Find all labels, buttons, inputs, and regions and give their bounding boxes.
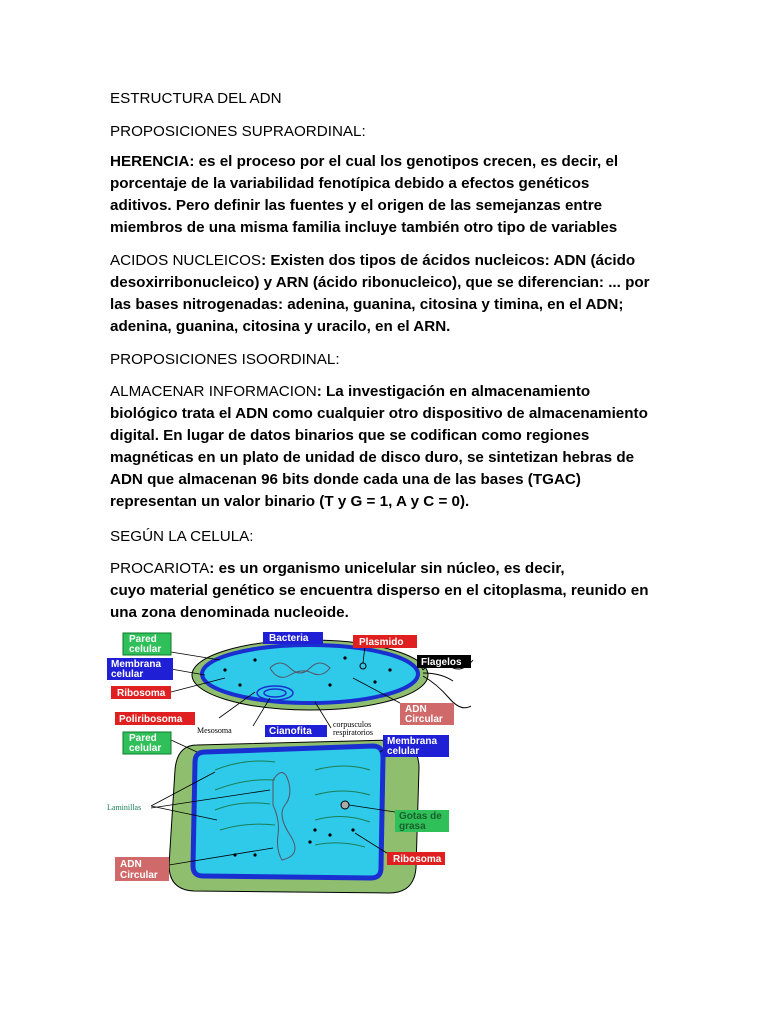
svg-text:celular: celular [129,743,162,754]
svg-text:celular: celular [129,644,162,655]
label-adn-circular-1 [400,703,454,725]
label-mesosoma: Mesosoma [197,726,232,735]
svg-text:Membrana: Membrana [387,736,438,747]
label-gotas-de-grasa [395,810,449,832]
label-corpusculos: corpusculos [333,720,372,729]
label-membrana-celular-2 [383,735,449,757]
svg-text:Plasmido: Plasmido [359,637,404,648]
label-poliribosoma [115,712,195,725]
label-plasmido [353,635,417,648]
svg-text:Circular: Circular [120,870,158,881]
svg-text:Cianofita: Cianofita [269,726,312,737]
herencia-term: HERENCIA: [110,153,195,170]
svg-text:respiratorios: respiratorios [333,728,373,737]
svg-text:Gotas de: Gotas de [399,811,442,822]
label-laminillas: Laminillas [107,803,142,812]
svg-text:Ribosoma: Ribosoma [393,854,442,865]
svg-text:Circular: Circular [405,714,443,725]
svg-text:Bacteria: Bacteria [269,633,309,644]
label-flagelos [417,655,471,668]
svg-text:ADN: ADN [120,859,142,870]
svg-text:grasa: grasa [399,821,426,832]
gota-de-grasa [341,801,349,809]
cianofita-cell [169,740,419,893]
label-ribosoma-2 [387,852,445,865]
svg-text:Pared: Pared [129,733,157,744]
procariota-term: PROCARIOTA [110,560,210,577]
svg-text:ADN: ADN [405,704,427,715]
procariota-paragraph: PROCARIOTA: es un organismo unicelular sin núcleo, es decir, cuyo material genético se encuentra disperso en el citoplasma, reunido en una zona denominada nucleoide. [110,560,649,621]
label-pared-celular-2 [123,732,171,754]
almacenar-term: ALMACENAR INFORMACION [110,383,317,400]
label-adn-circular-2 [115,857,169,881]
label-pared-celular-1 [123,633,171,655]
svg-text:Pared: Pared [129,634,157,645]
isoordinal-heading: PROPOSICIONES ISOORDINAL: [110,351,340,368]
bacteria-membrane [202,645,418,703]
label-membrana-celular-1 [107,658,173,680]
supraordinal-heading: PROPOSICIONES SUPRAORDINAL: [110,123,366,140]
prokaryote-cell-diagram [105,630,475,895]
svg-text:Membrana: Membrana [111,659,162,670]
acidos-term: ACIDOS NUCLEICOS [110,252,262,269]
acidos-paragraph: ACIDOS NUCLEICOS: Existen dos tipos de ácidos nucleicos: ADN (ácido desoxirribonucleico) y ARN (ácido ribonucleico), que se diferencian: ... por las bases nitrogenadas: adenina, guanina, citosina y timina, en el ADN; adenina, guanina, citosina y uracilo, en el ARN. [110,252,650,335]
svg-text:Poliribosoma: Poliribosoma [119,714,183,725]
svg-text:Ribosoma: Ribosoma [117,688,166,699]
svg-text:celular: celular [387,746,420,757]
svg-text:celular: celular [111,669,144,680]
label-ribosoma-1 [111,686,171,699]
celula-heading: SEGÚN LA CELULA: [110,528,254,545]
doc-title: ESTRUCTURA DEL ADN [110,90,282,107]
bacteria-cell [192,640,473,710]
label-cianofita [265,725,327,737]
almacenar-paragraph: ALMACENAR INFORMACION: La investigación en almacenamiento biológico trata el ADN como cualquier otro dispositivo de almacenamiento digital. En lugar de datos binarios que se codifican como regiones magnéticas en un plato de unidad de disco duro, se sintetizan hebras de ADN que almacenan 96 bits donde cada una de las bases (TGAC) representan un valor binario (T y G = 1, A y C = 0). [110,383,648,510]
label-bacteria [263,632,323,644]
herencia-paragraph: HERENCIA: es el proceso por el cual los genotipos crecen, es decir, el porcentaje de la variabilidad fenotípica debido a efectos genéticos aditivos. Pero definir las fuentes y el origen de las semejanzas entre miembros de una misma familia incluye también otro tipo de variables [110,153,619,236]
svg-text:Flagelos: Flagelos [421,657,462,668]
